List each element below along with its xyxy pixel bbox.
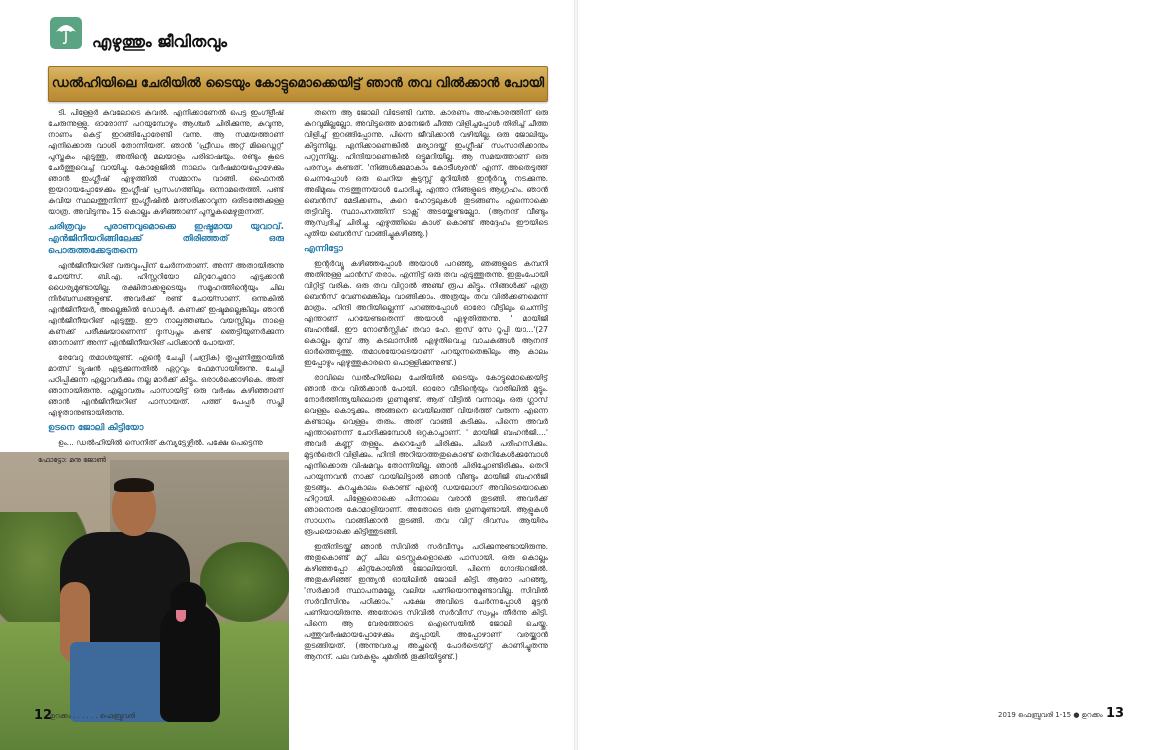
page-number-right: 13 xyxy=(1106,706,1125,721)
photo-bush xyxy=(200,542,289,622)
page-number-left: 12 xyxy=(34,708,53,723)
paragraph: തന്നെ ആ ജോലി വിടേണ്ടി വന്നു. കാരണം അഹങ്കാരത്തിന് ഒരു കുറവുമില്ലല്ലോ. അവിടുത്തെ മാനേജർ ചീത്ത വിളിച്ചപ്പോൾ തിരിച്ച് ചീത്ത വിളിച്ച് ഇറങ്ങിപ്പോന്നു. പിന്നെ ജീവിക്കാൻ വഴിയില്ല. ഒരു ജോലിയും കിട്ടുന്നില്ല. എനിക്കാണെങ്കിൽ മര്യാദയ്ക്ക് ഇംഗ്ലീഷ് സംസാരിക്കാനും പറ്റുന്നില്ല. ഹിന്ദിയാണെങ്കിൽ ഒട്ടുമറിയില്ല. ആ സമയത്താണ് ഒരു പരസ്യം കണ്ടത്. 'നിങ്ങൾക്കുമാകാം കോടീശ്വരൻ' എന്ന്. അതെടുത്ത് ചെന്നപ്പോൾ ഒരു ചെറിയ കൂടുസ്സ് മുറിയിൽ ഇന്റർവ്യൂ നടക്കുന്നു. അഭിമുഖം നടത്തുന്നയാൾ ചോദിച്ചു, എന്താ നിങ്ങളുടെ ആഗ്രഹം. ഞാൻ ബെൻസ് മേടിക്കണം, കുറെ ഹോട്ടലുകൾ തുടങ്ങണം എന്നൊക്കെ തട്ടിവിട്ടു. സ്ഥാപനത്തിന് ടാക്സ് അടയ്ക്കേണ്ടല്ലോ. (ആനന്ദ് വീണ്ടും ആസ്വദിച്ച് ചിരിച്ചു. എഴുത്തിലെ കാശ് കൊണ്ട് അദ്ദേഹം ഈയിടെ പുതിയ ബെൻസ് വാങ്ങിച്ചുകഴിഞ്ഞു.) xyxy=(304,108,548,238)
dateline-right: 2019 ഫെബ്രുവരി 1-15 ● ഉറക്കം xyxy=(998,711,1103,719)
article-column-2 xyxy=(304,107,548,687)
paragraph: ടി. പിള്ളേർ കുവലോടെ കുവൽ. എനിക്കാണേൽ പെട്ട ഇംഗ്ളീഷ് ചേരുന്നുള്ളു. ഓരോന്ന് പറയുമ്പോഴും ആശ്ചർ ചിരിക്കുന്നു, കുവുന്നു, നാണം കെട്ട് ഇറങ്ങിപ്പോരേണ്ടി വന്നു. ആ സമയത്താണ് എനിക്കൊരു വാശി തോന്നിയത്. ഞാൻ 'ഫ്രീഡം അറ്റ് മിഡ്നൈറ്റ്' പുസ്തകം എടുത്തു, അതിന്റെ മലയാളം പരിഭാഷയും. രണ്ടും കൂടെ ചേർത്തുവെച്ച് വായിച്ചു. കോളേജിൽ നാലാം വർഷമായപ്പോഴേക്കും ഞാൻ ഇംഗ്ലീഷ് എഴുത്തിൽ സമ്മാനം വാങ്ങി. ഫൈനൽ ഇയറായപ്പോഴേക്കും ഇംഗ്ലീഷ് പ്രസംഗത്തിലും ഒന്നാമതെത്തി. പണ്ട് കുവിയ സ്ഥലത്തുനിന്ന് ഇംഗ്ലീഷിൽ മത്സരിക്കാവുന്ന ഒരിടത്തേക്കുള്ള യാത്ര. അവിടുന്നും 15 കൊല്ലം കഴിഞ്ഞാണ് പുസ്തകമെഴുതുന്നത്. xyxy=(48,108,284,216)
subheading: ചരിത്രവും പുരാണവുമൊക്കെ ഇഷ്ടമായ യുവാവ്. എൻജിനീയറിങ്ങിലേക്ക് തിരിഞ്ഞത് ഒരു പൊരുത്തക്കേടുതന്നെ xyxy=(48,222,284,256)
section-title: എഴുത്തും ജീവിതവും xyxy=(92,32,227,51)
paragraph: രാവിലെ ഡൽഹിയിലെ ചേരിയിൽ ടൈയും കോട്ടുമൊക്കെയിട്ട് ഞാൻ തവ വിൽക്കാൻ പോയി. ഓരോ വീടിന്റെയും വാതിലിൽ മുട്ടും. നോർത്തിന്ത്യയിലൊരു ഗുണമുണ്ട്. ആര് വീട്ടിൽ വന്നാലും ഒരു ഗ്ലാസ് വെള്ളം കൊടുക്കും. അങ്ങനെ വെയിലത്ത് വിയർത്ത് വരുന്ന എന്നെ കണ്ടാലും വെള്ളം തരും. അത് വാങ്ങി കുടിക്കും. പിന്നെ അവർ എന്താണെന്ന് ചോദിക്കുമ്പോൾ ഒറ്റകാച്ചാണ്. ' മായിജി ബഹൻജി....' അവർ കണ്ണ് തള്ളും. കുറെപ്പേർ ചിരിക്കും. ചിലർ പരിഹസിക്കും. മുട്ടൻതെറി വിളിക്കും. ഹിന്ദി അറിയാത്തതുകൊണ്ട് തെറികേൾക്കുമ്പോൾ എനിക്കൊരു വിഷമവും തോന്നിയില്ല. ഞാൻ ചിരിച്ചോണ്ടിരിക്കും. തെറി പറയുന്നവൻ നാക്ക് വായിലിട്ടാൽ ഞാൻ വീണ്ടും മായിജി ബഹൻജി തുടങ്ങും. കുറച്ചുകാലം കൊണ്ട് എന്റെ ഡയലോഗ് അവിടെയൊക്കെ ഹിറ്റായി. പിള്ളേരൊക്കെ പിന്നാലെ വരാൻ തുടങ്ങി. അവർക്ക് ഞാനൊരു കോമാളിയാണ്. അതോടെ ഒരു ഗുണമുണ്ടായി. ആളുകൾ സാധനം വാങ്ങിക്കാൻ തുടങ്ങി. തവ വിറ്റ് ദിവസം ആയിരം രൂപയൊക്കെ കിട്ടിത്തുടങ്ങി. xyxy=(304,373,548,536)
paragraph: എൻജിനീയറിങ് വരുവുംപ്പിന് ചേർന്നതാണ്. അന്ന് അതായിരുന്നു ചോയ്സ്. ബി.എ. ഹിസ്റ്ററിയോ ലിറ്ററേച്ചറോ എടുക്കാൻ ധൈര്യമുണ്ടായില്ല. രക്ഷിതാക്കളുടെയും സമൂഹത്തിന്റെയും ചില നിർബന്ധങ്ങളുണ്ട്. അവർക്ക് രണ്ട് ചോയ്സാണ്. ഒന്നുകിൽ എൻജിനീയർ, അല്ലെങ്കിൽ ഡോക്ടർ. കണക്ക് ഇഷ്ടമല്ലെങ്കിലും ഞാൻ എൻജിനീയറിങ് എടുത്തു. ഈ നാല്പത്തഞ്ചാം വയസ്സിലും നാളെ കണക്ക് പരീക്ഷയാണെന്ന് ദുഃസ്വപ്നം കണ്ട് ഞെട്ടിയുണർക്കുന്ന ഞാനാണ് അന്ന് എൻജിനീയറിങ് പഠിക്കാൻ പോയത്. xyxy=(48,261,284,347)
dog-tongue xyxy=(176,610,186,622)
portrait-photo xyxy=(0,452,289,750)
subheading: ഉടനെ ജോലി കിട്ടിയോ xyxy=(48,423,144,433)
paragraph: രേവേറു തമാശയുണ്ട്. എന്റെ ചേച്ചി (ചന്ദ്രിക) തൃപ്പൂണിത്തുറയിൽ മാത്സ് ട്യൂഷൻ എടുക്കുന്നതിൽ ഏറ്റവും ഫേമസായിരുന്നു. ചേച്ചി പഠിപ്പിക്കുന്ന എല്ലാവർക്കും നല്ല മാർക്ക് കിട്ടും. ഒരാൾക്കൊഴികെ. അത് ഞാനായിരുന്നു. എല്ലാവരും പാസായിട്ട് ഒരു വർഷം കഴിഞ്ഞാണ് ഞാൻ എൻജിനീയറിങ് പാസായത്. പത്ത് പേപ്പർ സപ്ലി എഴുതാനുണ്ടായിരുന്നു. xyxy=(48,353,284,417)
dog-figure xyxy=(160,602,220,722)
paragraph: ഇതിനിടയ്ക്ക് ഞാൻ സിവിൽ സർവീസും പഠിക്കുന്നുണ്ടായിരുന്നു. അതുകൊണ്ട് മറ്റ് ചില ടെസ്റ്റുകളൊക്കെ പാസായി. ഒരു കൊല്ലം കഴിഞ്ഞപ്പോ കിറ്റ്കോയിൽ ജോലിയായി. പിന്നെ ഗോദ്റെജിൽ. അതുകഴിഞ്ഞ് ഇന്ത്യൻ ഓയിലിൽ ജോലി കിട്ടി. ആരോ പറഞ്ഞു, 'സർക്കാർ സ്ഥാപനമല്ലേ, വലിയ പണിയൊന്നുമുണ്ടാവില്ല. സിവിൽ സർവീസിനും പഠിക്കാം.' പക്ഷേ അവിടെ ചേർന്നപ്പോൾ മുട്ടൻ പണിയായിരുന്നു. അതോടെ സിവിൽ സർവീസ് സ്വപ്നം തീർന്നു കിട്ടി. പിന്നെ ആ വേരത്തോടെ ഐസെയിൽ ജോലി ചെയ്തു. പത്തുവർഷമായപ്പോഴേക്കും മടുപ്പായി. അപ്പോഴാണ് വരയ്ക്കാൻ തുടങ്ങിയത്. (അന്നുവരച്ച അച്ഛന്റെ പോർട്രെയ്റ്റ് കാണിച്ചുതന്നു ആനന്ദ്. പല വരകളും ചുമരിൽ തൂക്കിയിട്ടുണ്ട്.) xyxy=(304,542,548,661)
magazine-name-left: ഉറക്കം . . . . . . ഫെബ്രുവരി xyxy=(50,712,135,720)
subheading: എന്നിട്ടോ xyxy=(304,244,343,254)
headline: ഡൽഹിയിലെ ചേരിയിൽ ടൈയും കോട്ടുമൊക്കെയിട്ട് ഞാൻ തവ വിൽക്കാൻ പോയി xyxy=(51,76,545,91)
right-page xyxy=(576,0,1152,750)
paragraph: ഉം... ഡൽഹിയിൽ സെനിത് കമ്പ്യൂട്ടേഴ്സിൽ. പക്ഷേ പെട്ടെന്നു xyxy=(58,438,263,447)
page-gutter xyxy=(574,0,578,750)
photo-caption: ഫോട്ടോ: മനു ജോൺ xyxy=(38,456,107,464)
person-hair xyxy=(114,478,154,492)
headline-banner xyxy=(48,66,548,102)
umbrella-icon xyxy=(50,17,82,49)
article-column-1 xyxy=(48,107,284,447)
paragraph: ഇന്റർവ്യൂ കഴിഞ്ഞപ്പോൾ അയാൾ പറഞ്ഞു, ഞങ്ങളുടെ കമ്പനി അതിനുള്ള ചാൻസ് തരാം. എന്നിട്ട് ഒരു തവ എടുത്തുതന്നു. ഇതുംപോയി വിറ്റിട്ട് വരിക. ഒരു തവ വിറ്റാൽ അഞ്ച് രൂപ കിട്ടും. നിങ്ങൾക്ക് എത്ര ബെൻസ് വേണമെങ്കിലും വാങ്ങിക്കാം. അത്രയും തവ വിൽക്കണമെന്ന് മാത്രം. ഹിന്ദി അറിയില്ലെന്ന് പറഞ്ഞപ്പോൾ ഓരോ വീട്ടിലും ചെന്നിട്ട് എന്താണ് പറയേണ്ടതെന്ന് അയാൾ എഴുതിത്തന്നു. ' മായിജി ബഹൻജി. ഈ നോൺസ്റ്റിക് തവാ ഹേ. ഇസ് സേ റൂപ്പി യാ...'(27 കൊല്ലം മുമ്പ് ആ കടലാസിൽ എഴുതിവെച്ച വാചകങ്ങൾ ആനന്ദ് ഓർത്തെടുത്തു. തമാശയോടെയാണ് പറയുന്നതെങ്കിലും ആ കാലം ഇപ്പോഴും എഴുത്തുകാരനെ പൊള്ളിക്കുന്നുണ്ട്.) xyxy=(304,259,548,367)
